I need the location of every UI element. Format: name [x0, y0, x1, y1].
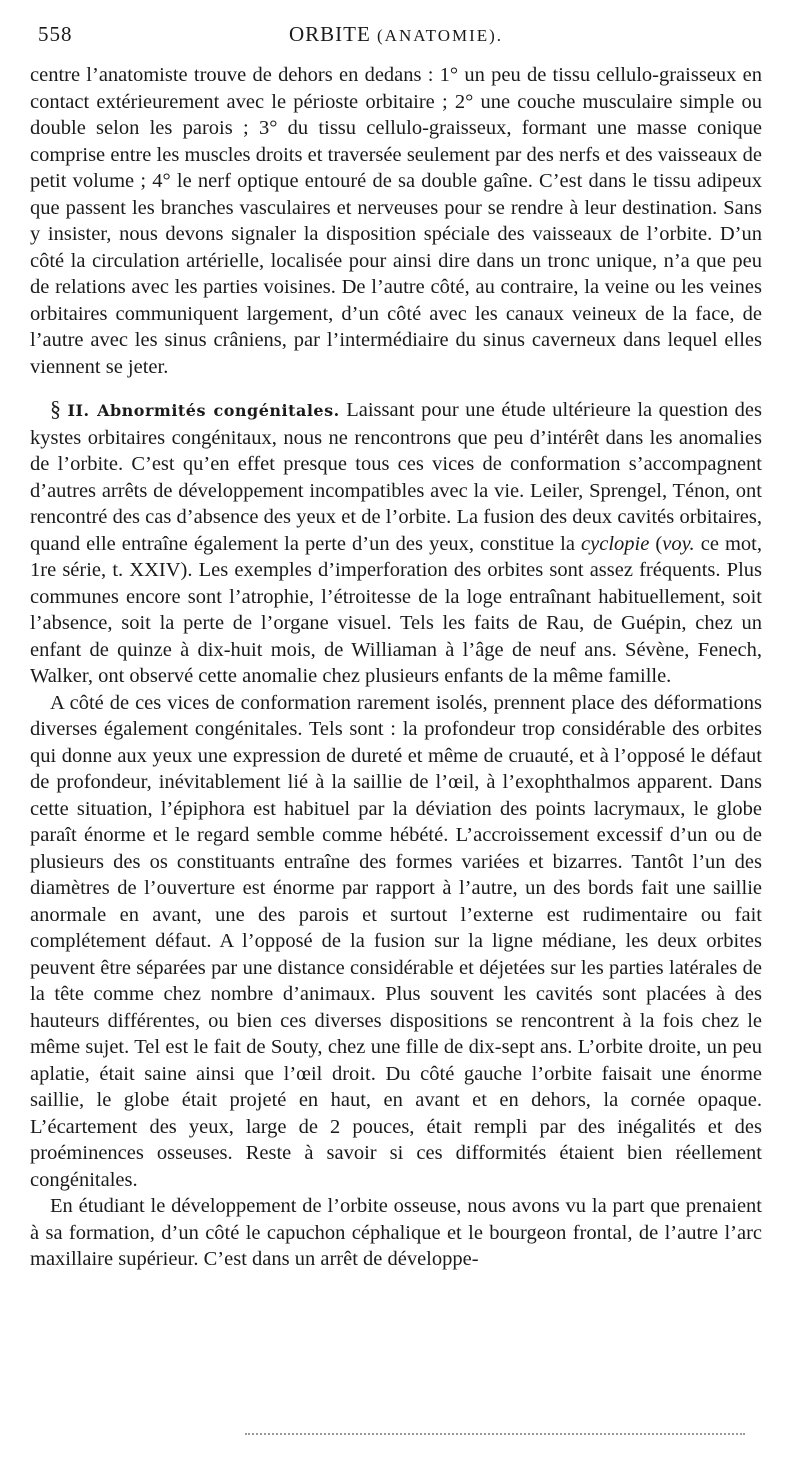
section-mark: §	[50, 396, 61, 421]
section-heading: II. Abnormités congénitales.	[67, 401, 340, 420]
paragraph-1: centre l’anatomiste trouve de dehors en dedans : 1° un peu de tissu cellulo-graisseux en contact extérieurement avec le périoste orbitaire ; 2° une couche musculaire simple ou double selon les parois ; 3° du tissu cellulo-graisseux, formant une masse conique comprise entre les muscles droits et traversée seulement par des nerfs et des vaisseaux de petit volume ; 4° le nerf optique entouré de sa double gaîne. C’est dans le tissu adipeux que passent les branches vasculaires et nerveuses pour se rendre à leur destination. Sans y insister, nous devons signaler la disposition spéciale des vaisseaux de l’orbite. D’un côté la circulation artérielle, localisée pour ainsi dire dans un tronc unique, n’a que peu de relations avec les parties voisines. De l’autre côté, au contraire, la veine ou les veines orbitaires communiquent largement, d’un côté avec les canaux veineux de la face, de l’autre avec les sinus crâniens, par l’intermédiaire du sinus caverneux dans lequel elles viennent se jeter.	[30, 64, 762, 378]
page-number: 558	[38, 22, 73, 46]
page-header	[30, 22, 762, 62]
paragraph-2-text-b: (	[649, 532, 663, 555]
paragraph-3: A côté de ces vices de conformation rarement isolés, prennent place des déformations diverses également congénitales. Tels sont : la profondeur trop considérable des orbites qui donne aux yeux une expression de dureté et même de cruauté, et à l’opposé le défaut de profondeur, inévitablement lié à la saillie de l’œil, à l’exophthalmos apparent. Dans cette situation, l’épiphora est habituel par la déviation des points lacrymaux, le globe paraît énorme et le regard semble comme hébété. L’accroissement excessif d’un ou de plusieurs des os constituants entraîne des formes variées et bizarres. Tantôt l’un des diamètres de l’ouverture est énorme par rapport à l’autre, un des bords fait une saillie anormale en avant, une des parois et surtout l’externe est rudimentaire ou fait complétement défaut. A l’opposé de la fusion sur la ligne médiane, les deux orbites peuvent être séparées par une distance considérable et déjetées sur les parties latérales de la tête comme chez nombre d’animaux. Plus souvent les cavités sont placées à des hauteurs différentes, ou bien ces diverses dispositions se rencontrent à la fois chez le même sujet. Tel est le fait de Souty, chez une fille de dix-sept ans. L’orbite droite, un peu aplatie, était saine ainsi que l’œil droit. Du côté gauche l’orbite faisait une énorme saillie, le globe était projeté en haut, en avant et en dehors, la cornée opaque. L’écartement des yeux, large de 2 pouces, était rempli par des inégalités et des proéminences osseuses. Reste à savoir si ces difformités étaient bien réellement congénitales.	[30, 691, 762, 1191]
paragraph-2-text-a: Laissant pour une étude ultérieure la question des kystes orbitaires congénitaux, nous ne rencontrons que peu d’intérêt dans les anomalies de l’orbite. C’est qu’en effet presque tous ces vices de conformation s’accompagnent d’autres arrêts de développement incompatibles avec la vie. Leiler, Sprengel, Ténon, ont rencontré des cas d’absence des yeux et de l’orbite. La fusion des deux cavités orbitaires, quand elle entraîne également la perte d’un des yeux, constitue la	[30, 399, 763, 555]
running-title	[30, 22, 762, 47]
paragraph-2	[30, 396, 762, 690]
paragraph-2-text-c: ce mot, 1re série, t. XXIV). Les exemples d’imperforation des orbites sont assez fréquents. Plus communes encore sont l’atrophie, l’étroitesse de la loge entraînant habituellement, soit l’absence, soit la perte de l’organe visuel. Tels les faits de Rau, de Guépin, chez un enfant de quinze à dix-huit mois, de Williaman à l’âge de neuf ans. Sévène, Fenech, Walker, ont observé cette anomalie chez plusieurs enfants de la même famille.	[30, 532, 763, 687]
term-cyclopie: cyclopie	[581, 532, 650, 555]
term-voy: voy.	[662, 532, 695, 555]
running-title-subtitle: (ANATOMIE).	[377, 26, 504, 45]
document-page	[30, 22, 762, 1273]
paragraph-4: En étudiant le développement de l’orbite osseuse, nous avons vu la part que prenaient à sa formation, d’un côté le capuchon céphalique et le bourgeon frontal, de l’autre l’arc maxillaire supérieur. C’est dans un arrêt de développe-	[30, 1195, 762, 1270]
footer-dotted-rule	[245, 1433, 745, 1435]
running-title-main: ORBITE	[288, 22, 371, 46]
